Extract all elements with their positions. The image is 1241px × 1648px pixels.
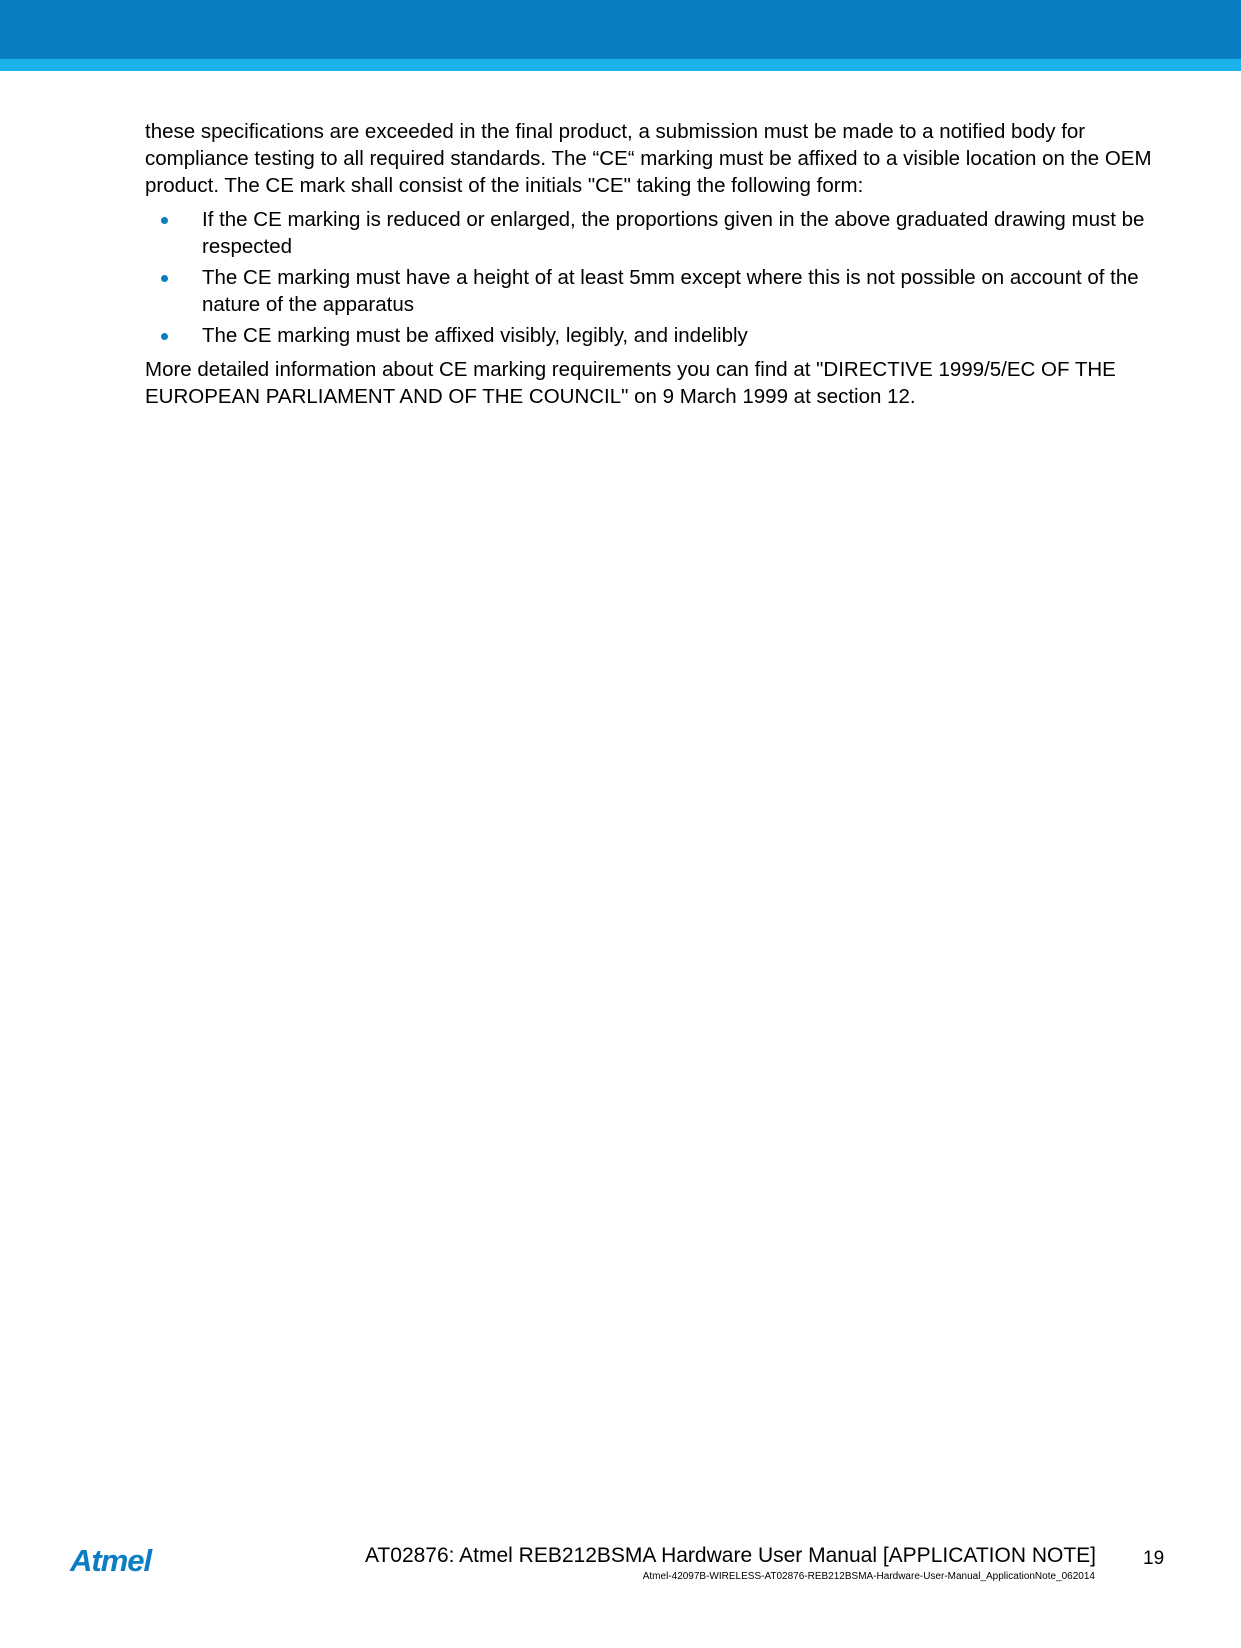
header-stripe — [0, 59, 1241, 71]
bullet-icon — [161, 333, 168, 340]
header-band — [0, 0, 1241, 59]
atmel-logo-text: Atmel — [70, 1544, 152, 1578]
list-item — [145, 322, 1173, 349]
footer-title: AT02876: Atmel REB212BSMA Hardware User Manual [APPLICATION NOTE] — [364, 1544, 1096, 1567]
bullet-icon — [161, 275, 168, 282]
list-item-text: The CE marking must have a height of at least 5mm except where this is not possible on account of the nature of the apparatus — [202, 266, 1139, 316]
intro-paragraph: these specifications are exceeded in the final product, a submission must be made to a notified body for compliance testing to all required standards. The “CE“ marking must be affixed to a visible location on the OEM product. The CE mark shall consist of the initials "CE" taking the following form: — [145, 120, 1152, 197]
bullet-list — [145, 206, 1173, 349]
closing-paragraph: More detailed information about CE marking requirements you can find at "DIRECTIVE 1999/5/EC OF THE EUROPEAN PARLIAMENT AND OF THE COUNCIL" on 9 March 1999 at section 12. — [145, 358, 1116, 408]
page-body — [145, 118, 1173, 410]
bullet-icon — [161, 217, 168, 224]
list-item-text: The CE marking must be affixed visibly, legibly, and indelibly — [202, 324, 748, 347]
footer-doc-id: Atmel-42097B-WIRELESS-AT02876-REB212BSMA-Hardware-User-Manual_ApplicationNote_062014 — [642, 1571, 1095, 1582]
list-item-text: If the CE marking is reduced or enlarged, the proportions given in the above graduated drawing must be respected — [202, 208, 1145, 258]
atmel-logo — [68, 1544, 178, 1578]
list-item — [145, 206, 1173, 260]
list-item — [145, 264, 1173, 318]
page-number: 19 — [1143, 1548, 1165, 1569]
